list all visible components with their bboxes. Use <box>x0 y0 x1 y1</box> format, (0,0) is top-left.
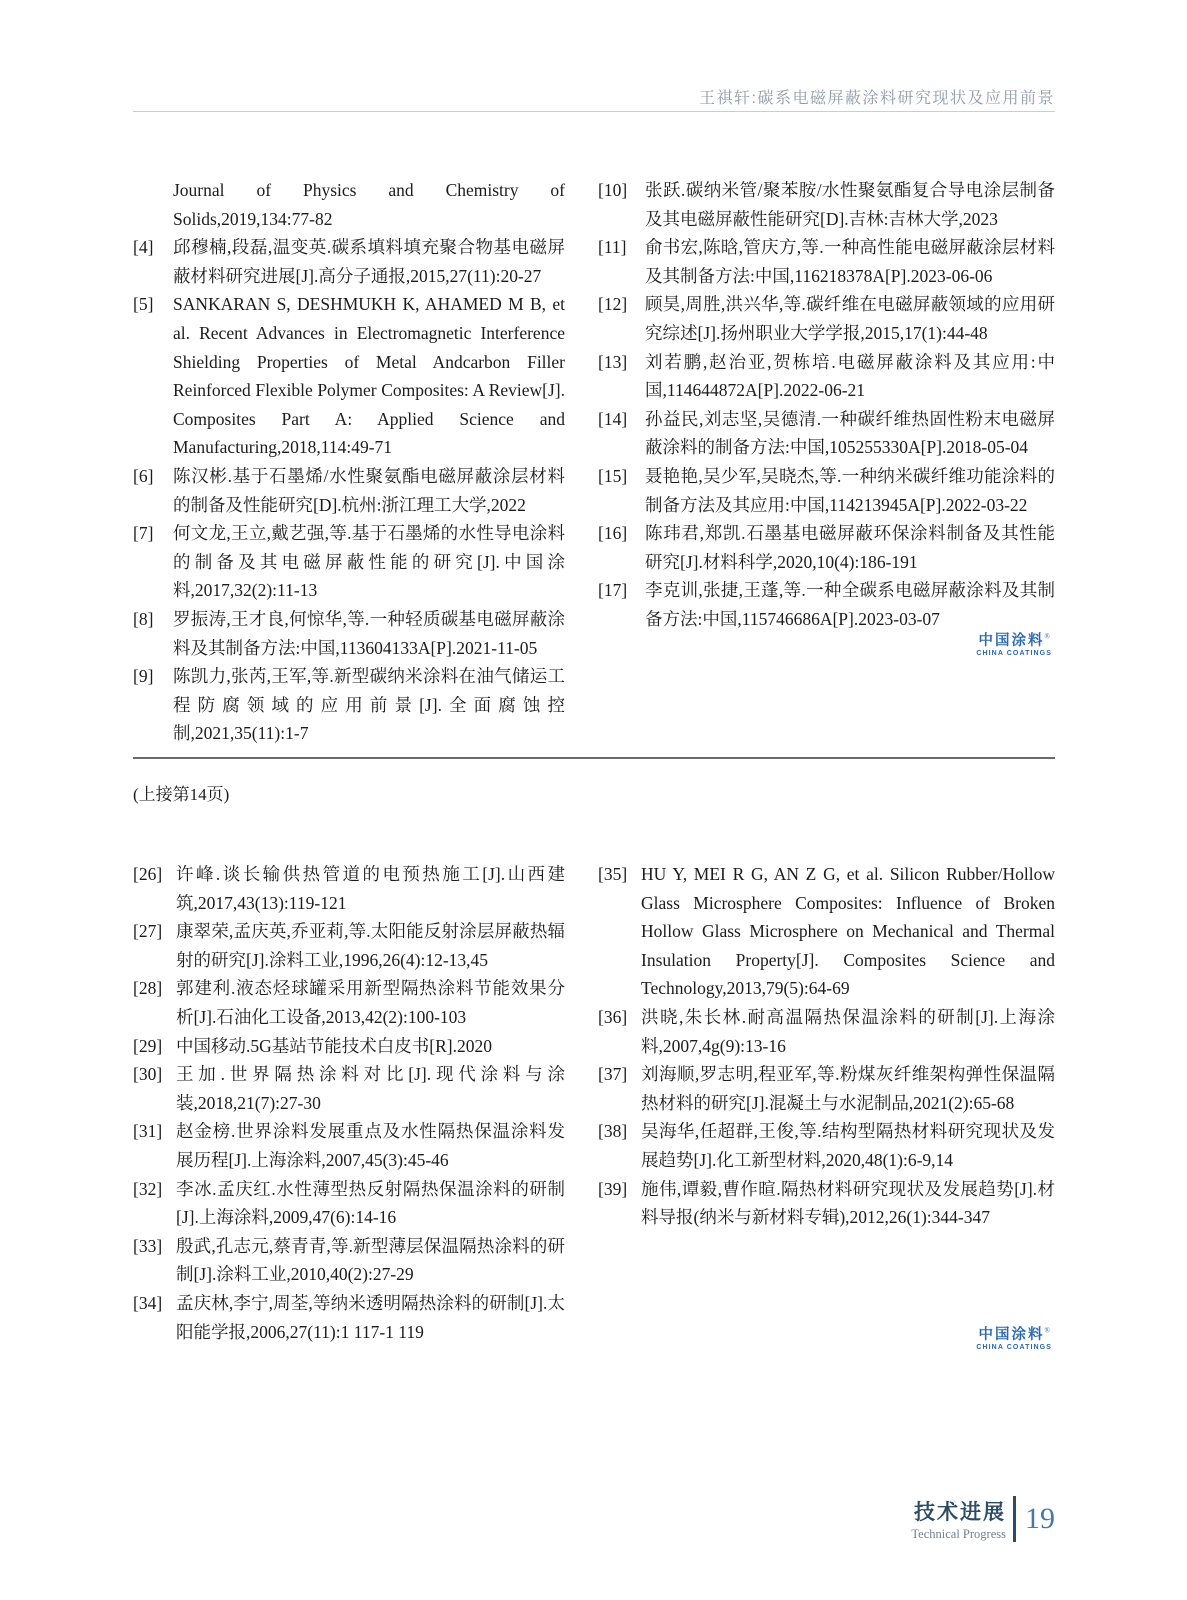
china-coatings-logo-wordmark <box>976 1326 1052 1344</box>
reference-text: 赵金榜.世界涂料发展重点及水性隔热保温涂料发展历程[J].上海涂料,2007,45(3):45-46 <box>176 1121 565 1170</box>
reference-text: 洪晓,朱长林.耐高温隔热保温涂料的研制[J].上海涂料,2007,4g(9):13-16 <box>641 1006 1055 1056</box>
reference-text: 张跃.碳纳米管/聚苯胺/水性聚氨酯复合导电涂层制备及其电磁屏蔽性能研究[D].吉林:吉林大学,2023 <box>645 180 1055 229</box>
reference-entry <box>133 176 565 233</box>
reference-text: 陈汉彬.基于石墨烯/水性聚氨酯电磁屏蔽涂层材料的制备及性能研究[D].杭州:浙江理工大学,2022 <box>173 465 565 515</box>
reference-number: [33] <box>133 1235 163 1256</box>
reference-entry <box>133 662 565 748</box>
page-footer <box>911 1496 1055 1542</box>
china-coatings-logo <box>976 632 1052 658</box>
reference-text: 顾昊,周胜,洪兴华,等.碳纤维在电磁屏蔽领域的应用研究综述[J].扬州职业大学学报,2015,17(1):44-48 <box>645 294 1055 343</box>
reference-text: 俞书宏,陈晗,管庆方,等.一种高性能电磁屏蔽涂层材料及其制备方法:中国,116218378A[P].2023-06-06 <box>645 237 1055 286</box>
reference-number: [29] <box>133 1035 163 1056</box>
reference-text: 康翠荣,孟庆英,乔亚莉,等.太阳能反射涂层屏蔽热辐射的研究[J].涂料工业,1996,26(4):12-13,45 <box>176 921 565 970</box>
reference-entry <box>598 860 1055 1003</box>
reference-number: [5] <box>133 294 154 315</box>
footer-section-en: Technical Progress <box>911 1527 1006 1541</box>
continuation-note: (上接第14页) <box>133 785 230 804</box>
reference-number: [7] <box>133 523 154 544</box>
reference-text: 孟庆林,李宁,周荃,等纳米透明隔热涂料的研制[J].太阳能学报,2006,27(11):1 117-1 119 <box>176 1292 565 1342</box>
references-top-section <box>133 176 1055 748</box>
reference-text: 吴海华,任超群,王俊,等.结构型隔热材料研究现状及发展趋势[J].化工新型材料,2020,48(1):6-9,14 <box>641 1121 1055 1170</box>
reference-number: [38] <box>598 1121 628 1142</box>
reference-entry <box>133 462 565 519</box>
reference-entry <box>598 1175 1055 1232</box>
reference-entry <box>598 176 1055 233</box>
reference-entry <box>598 290 1055 347</box>
china-coatings-logo-cn: 中国涂料 <box>978 633 1045 649</box>
reference-number: [30] <box>133 1064 163 1085</box>
reference-entry <box>598 233 1055 290</box>
reference-entry <box>133 1175 565 1232</box>
running-title: 王祺轩:碳系电磁屏蔽涂料研究现状及应用前景 <box>699 90 1055 107</box>
reference-number: [9] <box>133 666 154 687</box>
reference-entry <box>133 290 565 462</box>
registered-mark-icon: ® <box>1044 1326 1050 1335</box>
reference-number: [28] <box>133 978 163 999</box>
reference-text: 邱穆楠,段磊,温变英.碳系填料填充聚合物基电磁屏蔽材料研究进展[J].高分子通报,2015,27(11):20-27 <box>173 237 565 286</box>
references-bottom-left-column <box>133 860 565 1346</box>
reference-entry <box>133 1117 565 1174</box>
reference-entry <box>598 519 1055 576</box>
reference-entry <box>598 1117 1055 1174</box>
reference-number: [26] <box>133 864 163 884</box>
reference-entry <box>133 233 565 290</box>
reference-number: [13] <box>598 351 628 372</box>
reference-number: [37] <box>598 1064 628 1085</box>
reference-text: 李冰.孟庆红.水性薄型热反射隔热保温涂料的研制[J].上海涂料,2009,47(6):14-16 <box>176 1178 565 1228</box>
reference-entry <box>598 348 1055 405</box>
reference-entry <box>133 1289 565 1346</box>
china-coatings-logo-en: CHINA COATINGS <box>976 1344 1052 1352</box>
footer-section-label <box>911 1496 1006 1542</box>
china-coatings-logo-cn: 中国涂料 <box>978 1327 1045 1343</box>
reference-text: 刘海顺,罗志明,程亚军,等.粉煤灰纤维架构弹性保温隔热材料的研究[J].混凝土与水泥制品,2021(2):65-68 <box>641 1064 1055 1113</box>
reference-number: [17] <box>598 580 628 601</box>
reference-text: 刘若鹏,赵治亚,贺栋培.电磁屏蔽涂料及其应用:中国,114644872A[P].2022-06-21 <box>645 351 1055 401</box>
reference-number: [8] <box>133 608 154 629</box>
reference-entry <box>133 917 565 974</box>
reference-text: 施伟,谭毅,曹作暄.隔热材料研究现状及发展趋势[J].材料导报(纳米与新材料专辑),2012,26(1):344-347 <box>641 1178 1055 1228</box>
references-top-right-column <box>598 176 1055 748</box>
reference-entry <box>133 605 565 662</box>
reference-entry <box>598 1003 1055 1060</box>
section-divider-rule <box>133 757 1055 759</box>
reference-number: [31] <box>133 1121 163 1142</box>
reference-entry <box>133 860 565 917</box>
page-number: 19 <box>1025 1502 1055 1535</box>
reference-number: [10] <box>598 180 628 200</box>
footer-divider-bar <box>1013 1496 1016 1542</box>
reference-number: [36] <box>598 1006 628 1027</box>
reference-number: [27] <box>133 921 163 942</box>
reference-text: 殷武,孔志元,蔡青青,等.新型薄层保温隔热涂料的研制[J].涂料工业,2010,40(2):27-29 <box>176 1235 565 1285</box>
reference-text: 王加.世界隔热涂料对比[J].现代涂料与涂装,2018,21(7):27-30 <box>176 1064 565 1113</box>
references-top-left-column <box>133 176 565 748</box>
china-coatings-logo-en: CHINA COATINGS <box>976 650 1052 658</box>
reference-number: [34] <box>133 1292 163 1313</box>
reference-entry <box>598 1060 1055 1117</box>
reference-text: 郭建利.液态烃球罐采用新型隔热涂料节能效果分析[J].石油化工设备,2013,42(2):100-103 <box>176 978 565 1027</box>
reference-text: 聂艳艳,吴少军,吴晓杰,等.一种纳米碳纤维功能涂料的制备方法及其应用:中国,114213945A[P].2022-03-22 <box>645 465 1055 515</box>
reference-text: 何文龙,王立,戴艺强,等.基于石墨烯的水性导电涂料的制备及其电磁屏蔽性能的研究[J].中国涂料,2017,32(2):11-13 <box>173 523 565 601</box>
reference-entry <box>133 519 565 605</box>
reference-text: HU Y, MEI R G, AN Z G, et al. Silicon Rubber/Hollow Glass Microsphere Composites: Influence of Broken Hollow Glass Microsphere on Mechanical and Thermal Insulation Property[J]. Composites Science and Technology,2013,79(5):64-69 <box>641 864 1055 999</box>
reference-entry <box>133 1032 565 1061</box>
reference-text: 许峰.谈长输供热管道的电预热施工[J].山西建筑,2017,43(13):119-121 <box>176 864 565 913</box>
reference-text: SANKARAN S, DESHMUKH K, AHAMED M B, et al. Recent Advances in Electromagnetic Interference Shielding Properties of Metal Andcarbon Filler Reinforced Flexible Polymer Composites: A Review[J]. Composites Part A: Applied Science and Manufacturing,2018,114:49-71 <box>173 294 565 458</box>
reference-number: [32] <box>133 1178 163 1199</box>
reference-number: [6] <box>133 465 154 486</box>
reference-entry <box>133 1060 565 1117</box>
reference-entry <box>598 405 1055 462</box>
reference-number: [39] <box>598 1178 628 1199</box>
reference-number: [16] <box>598 523 628 544</box>
reference-number: [35] <box>598 864 628 884</box>
reference-entry <box>598 462 1055 519</box>
references-bottom-section <box>133 860 1055 1346</box>
china-coatings-logo <box>976 1326 1052 1352</box>
reference-entry <box>133 1232 565 1289</box>
header-rule <box>133 111 1055 112</box>
reference-number: [15] <box>598 465 628 486</box>
reference-entry <box>133 974 565 1031</box>
reference-entry <box>598 576 1055 633</box>
references-bottom-right-column <box>598 860 1055 1346</box>
china-coatings-logo-wordmark <box>976 632 1052 650</box>
reference-text: 陈凯力,张芮,王军,等.新型碳纳米涂料在油气储运工程防腐领域的应用前景[J].全面腐蚀控制,2021,35(11):1-7 <box>173 666 565 744</box>
reference-text: 李克训,张捷,王蓬,等.一种全碳系电磁屏蔽涂料及其制备方法:中国,115746686A[P].2023-03-07 <box>645 580 1055 629</box>
reference-text: Journal of Physics and Chemistry of Solids,2019,134:77-82 <box>173 180 565 229</box>
footer-section-cn: 技术进展 <box>914 1501 1006 1524</box>
reference-text: 陈玮君,郑凯.石墨基电磁屏蔽环保涂料制备及其性能研究[J].材料科学,2020,10(4):186-191 <box>645 523 1055 572</box>
reference-text: 中国移动.5G基站节能技术白皮书[R].2020 <box>176 1035 492 1056</box>
reference-number: [14] <box>598 408 628 429</box>
reference-number: [11] <box>598 237 627 258</box>
reference-number: [4] <box>133 237 154 258</box>
reference-number: [12] <box>598 294 628 315</box>
reference-text: 孙益民,刘志坚,吴德清.一种碳纤维热固性粉末电磁屏蔽涂料的制备方法:中国,105255330A[P].2018-05-04 <box>645 408 1055 458</box>
reference-text: 罗振涛,王才良,何惊华,等.一种轻质碳基电磁屏蔽涂料及其制备方法:中国,113604133A[P].2021-11-05 <box>173 608 565 658</box>
registered-mark-icon: ® <box>1044 632 1050 641</box>
